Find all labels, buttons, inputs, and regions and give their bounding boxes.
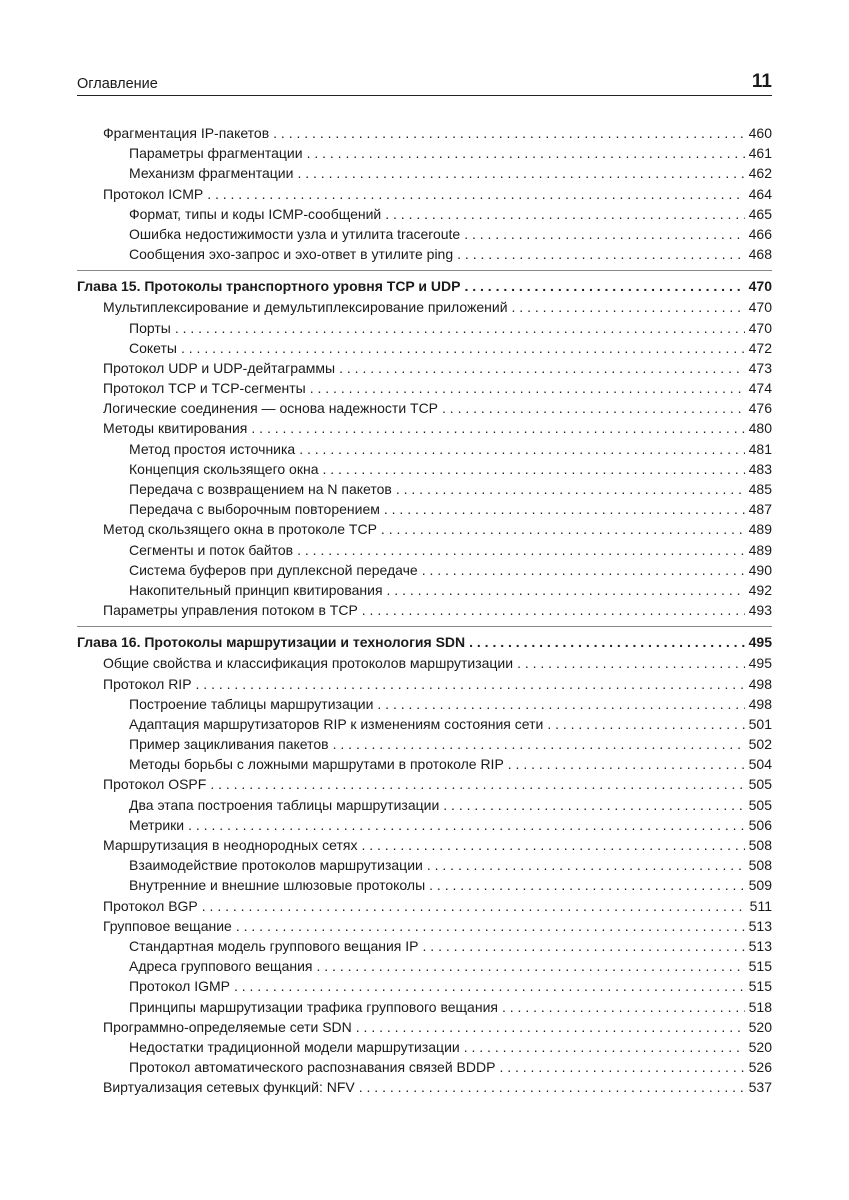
- toc-entry-page: 466: [748, 225, 772, 242]
- toc-section-entry[interactable]: [77, 774, 772, 794]
- toc-entry-page: 473: [748, 359, 772, 376]
- toc-subsection-entry[interactable]: [77, 1057, 772, 1077]
- toc-entry-title: Система буферов при дуплексной передаче: [129, 561, 418, 578]
- toc-entry-title: Параметры фрагментации: [129, 145, 303, 162]
- toc-entry-page: 476: [748, 400, 772, 417]
- toc-entry-page: 511: [749, 897, 772, 914]
- toc-entry-title: Фрагментация IP-пакетов: [103, 125, 270, 141]
- dot-leader: [443, 795, 744, 815]
- header-rule: [77, 95, 772, 96]
- dot-leader: [273, 123, 744, 143]
- toc-entry-title: Пример зацикливания пакетов: [129, 736, 329, 753]
- dot-leader: [234, 976, 745, 996]
- toc-section-entry[interactable]: [77, 123, 772, 143]
- page-header: [77, 66, 772, 94]
- dot-leader: [196, 674, 745, 694]
- toc-entry-title: Сообщения эхо-запрос и эхо-ответ в утилите ping: [129, 246, 454, 263]
- toc-chapter-entry[interactable]: [77, 631, 772, 653]
- toc-entry-page: 489: [748, 541, 772, 558]
- dot-leader: [297, 163, 744, 183]
- toc-entry-page: 502: [748, 736, 772, 753]
- toc-section-entry[interactable]: [77, 519, 772, 539]
- toc-section-entry[interactable]: [77, 184, 772, 204]
- dot-leader: [508, 754, 745, 774]
- toc-entry-title: Протокол IGMP: [129, 978, 230, 995]
- toc-subsection-entry[interactable]: [77, 540, 772, 560]
- toc-entry-title: Построение таблицы маршрутизации: [129, 695, 374, 712]
- toc-entry-title: Протокол автоматического распознавания связей BDDP: [129, 1059, 496, 1076]
- toc-entry-page: 509: [748, 877, 772, 894]
- toc-entry-title: Внутренние и внешние шлюзовые протоколы: [129, 877, 426, 894]
- toc-subsection-entry[interactable]: [77, 855, 772, 875]
- toc-entry-title: Передача с возвращением на N пакетов: [129, 481, 392, 497]
- toc-subsection-entry[interactable]: [77, 499, 772, 519]
- toc-entry-page: 498: [748, 675, 772, 692]
- toc-subsection-entry[interactable]: [77, 163, 772, 183]
- toc-subsection-entry[interactable]: [77, 1037, 772, 1057]
- dot-leader: [339, 358, 745, 378]
- toc-entry-title: Общие свойства и классификация протоколов маршрутизации: [103, 655, 514, 672]
- toc-entry-page: 461: [748, 145, 772, 162]
- toc-subsection-entry[interactable]: [77, 439, 772, 459]
- toc-entry-page: 472: [748, 339, 772, 356]
- toc-entry-page: 470: [748, 299, 772, 316]
- chapter-divider: [77, 626, 772, 627]
- toc-entry-page: 504: [748, 756, 772, 773]
- dot-leader: [210, 774, 744, 794]
- dot-leader: [387, 580, 745, 600]
- dot-leader: [362, 600, 745, 620]
- dot-leader: [512, 297, 745, 317]
- dot-leader: [356, 1017, 745, 1037]
- toc-entry-title: Параметры управления потоком в TCP: [103, 602, 358, 619]
- toc-entry-page: 513: [748, 917, 772, 934]
- toc-section-entry[interactable]: [77, 835, 772, 855]
- toc-subsection-entry[interactable]: [77, 875, 772, 895]
- dot-leader: [422, 560, 745, 580]
- toc-section-entry[interactable]: [77, 297, 772, 317]
- dot-leader: [377, 694, 744, 714]
- toc-subsection-entry[interactable]: [77, 318, 772, 338]
- dot-leader: [307, 143, 745, 163]
- dot-leader: [442, 398, 745, 418]
- toc-entry-title: Сокеты: [129, 339, 177, 356]
- dot-leader: [464, 1037, 745, 1057]
- dot-leader: [517, 653, 745, 673]
- dot-leader: [457, 244, 745, 264]
- toc-entry-title: Механизм фрагментации: [129, 165, 294, 182]
- toc-section-entry[interactable]: [77, 418, 772, 438]
- toc-entry-title: Методы квитирования: [103, 420, 248, 437]
- toc-entry-page: 495: [748, 634, 772, 651]
- dot-leader: [469, 631, 745, 653]
- toc-entry-page: 508: [748, 857, 772, 874]
- dot-leader: [207, 184, 744, 204]
- toc-section-entry[interactable]: [77, 398, 772, 418]
- toc-entry-page: 513: [748, 937, 772, 954]
- dot-leader: [333, 734, 745, 754]
- dot-leader: [429, 875, 745, 895]
- toc-section-entry[interactable]: [77, 1017, 772, 1037]
- toc-entry-title: Формат, типы и коды ICMP-сообщений: [129, 205, 382, 222]
- dot-leader: [236, 916, 745, 936]
- toc-subsection-entry[interactable]: [77, 204, 772, 224]
- toc-entry-page: 481: [748, 440, 772, 457]
- dot-leader: [464, 224, 744, 244]
- toc-entry-page: 465: [748, 205, 772, 222]
- toc-entry-title: Протокол TCP и TCP-сегменты: [103, 380, 306, 397]
- toc-entry-page: 468: [748, 246, 772, 263]
- toc-entry-title: Методы борьбы с ложными маршрутами в протоколе RIP: [129, 756, 504, 773]
- toc-entry-title: Программно-определяемые сети SDN: [103, 1018, 352, 1035]
- toc-section-entry[interactable]: [77, 358, 772, 378]
- toc-subsection-entry[interactable]: [77, 815, 772, 835]
- toc-entry-page: 490: [748, 561, 772, 578]
- toc-entry-page: 470: [748, 278, 772, 295]
- toc-entry-title: Глава 16. Протоколы маршрутизации и технология SDN: [77, 634, 466, 651]
- toc-entry-title: Протокол ICMP: [103, 185, 204, 202]
- toc-entry-title: Принципы маршрутизации трафика группового вещания: [129, 998, 498, 1015]
- toc-entry-page: 506: [748, 816, 772, 833]
- dot-leader: [297, 540, 745, 560]
- toc-entry-title: Логические соединения — основа надежности TCP: [103, 400, 439, 417]
- toc-subsection-entry[interactable]: [77, 976, 772, 996]
- toc-subsection-entry[interactable]: [77, 795, 772, 815]
- dot-leader: [188, 815, 745, 835]
- toc-subsection-entry[interactable]: [77, 459, 772, 479]
- dot-leader: [251, 418, 744, 438]
- toc-entry-title: Недостатки традиционной модели маршрутизации: [129, 1038, 460, 1055]
- dot-leader: [396, 479, 745, 499]
- toc-entry-title: Метод скользящего окна в протоколе TCP: [103, 521, 377, 538]
- toc-entry-title: Глава 15. Протоколы транспортного уровня TCP и UDP: [77, 278, 461, 295]
- toc-entry-page: 508: [748, 837, 772, 853]
- toc-entry-title: Накопительный принцип квитирования: [129, 581, 383, 598]
- toc-entry-title: Мультиплексирование и демультиплексирование приложений: [103, 299, 508, 316]
- toc-subsection-entry[interactable]: [77, 580, 772, 600]
- toc-subsection-entry[interactable]: [77, 560, 772, 580]
- toc-entry-page: 498: [748, 695, 772, 712]
- toc-entry-page: 515: [748, 978, 772, 995]
- toc-section-entry[interactable]: [77, 1077, 772, 1097]
- toc-entry-page: 483: [748, 460, 772, 477]
- dot-leader: [464, 275, 744, 297]
- toc-chapter-entry[interactable]: [77, 275, 772, 297]
- dot-leader: [361, 835, 744, 855]
- toc-entry-page: 460: [748, 125, 772, 141]
- toc-section-entry[interactable]: [77, 378, 772, 398]
- toc-entry-page: 470: [748, 319, 772, 336]
- toc-subsection-entry[interactable]: [77, 936, 772, 956]
- dot-leader: [359, 1077, 745, 1097]
- toc-entry-title: Протокол OSPF: [103, 776, 207, 793]
- toc-entry-page: 505: [748, 776, 772, 793]
- toc-entry-title: Протокол BGP: [103, 897, 198, 914]
- toc-subsection-entry[interactable]: [77, 338, 772, 358]
- dot-leader: [310, 378, 745, 398]
- dot-leader: [175, 318, 745, 338]
- toc-subsection-entry[interactable]: [77, 694, 772, 714]
- toc-entry-title: Виртуализация сетевых функций: NFV: [103, 1079, 355, 1096]
- dot-leader: [499, 1057, 744, 1077]
- dot-leader: [427, 855, 745, 875]
- toc-subsection-entry[interactable]: [77, 714, 772, 734]
- dot-leader: [423, 936, 745, 956]
- toc-entry-title: Протокол RIP: [103, 675, 192, 692]
- toc-section-entry[interactable]: [77, 916, 772, 936]
- toc-subsection-entry[interactable]: [77, 956, 772, 976]
- toc-section-entry[interactable]: [77, 600, 772, 620]
- toc-entry-title: Метод простоя источника: [129, 440, 296, 457]
- toc-entry-title: Протокол UDP и UDP-дейтаграммы: [103, 359, 336, 376]
- toc-subsection-entry[interactable]: [77, 143, 772, 163]
- dot-leader: [385, 204, 744, 224]
- toc-subsection-entry[interactable]: [77, 734, 772, 754]
- toc-entry-title: Взаимодействие протоколов маршрутизации: [129, 857, 423, 874]
- toc-entry-page: 520: [748, 1018, 772, 1035]
- toc-entry-title: Передача с выборочным повторением: [129, 501, 380, 518]
- dot-leader: [502, 997, 745, 1017]
- toc-subsection-entry[interactable]: [77, 479, 772, 499]
- toc-entry-page: 474: [748, 380, 772, 397]
- dot-leader: [299, 439, 744, 459]
- dot-leader: [202, 896, 746, 916]
- toc-section-entry[interactable]: [77, 674, 772, 694]
- dot-leader: [384, 499, 745, 519]
- chapter-divider: [77, 270, 772, 271]
- toc-entry-page: 464: [748, 185, 772, 202]
- toc-entry-title: Метрики: [129, 816, 185, 833]
- table-of-contents: [77, 123, 772, 1097]
- toc-entry-title: Групповое вещание: [103, 917, 232, 934]
- toc-subsection-entry[interactable]: [77, 244, 772, 264]
- toc-entry-title: Адаптация маршрутизаторов RIP к изменениям состояния сети: [129, 715, 544, 732]
- running-header-title: Оглавление: [77, 76, 158, 92]
- toc-subsection-entry[interactable]: [77, 224, 772, 244]
- toc-entry-page: 526: [748, 1059, 772, 1076]
- toc-entry-page: 489: [748, 521, 772, 538]
- toc-subsection-entry[interactable]: [77, 997, 772, 1017]
- dot-leader: [381, 519, 745, 539]
- toc-entry-page: 518: [748, 998, 772, 1015]
- toc-entry-title: Ошибка недостижимости узла и утилита traceroute: [129, 225, 461, 242]
- toc-entry-page: 505: [748, 796, 772, 813]
- toc-entry-title: Два этапа построения таблицы маршрутизации: [129, 796, 440, 813]
- toc-entry-page: 515: [748, 958, 772, 975]
- toc-entry-page: 487: [748, 501, 772, 518]
- toc-entry-title: Сегменты и поток байтов: [129, 541, 294, 558]
- toc-subsection-entry[interactable]: [77, 754, 772, 774]
- toc-entry-page: 480: [748, 420, 772, 437]
- toc-entry-title: Концепция скользящего окна: [129, 460, 319, 477]
- dot-leader: [323, 459, 745, 479]
- toc-entry-title: Порты: [129, 319, 171, 336]
- toc-entry-page: 485: [748, 481, 772, 497]
- toc-entry-page: 537: [748, 1079, 772, 1096]
- dot-leader: [316, 956, 744, 976]
- toc-section-entry[interactable]: [77, 896, 772, 916]
- dot-leader: [547, 714, 744, 734]
- toc-entry-page: 493: [748, 602, 772, 619]
- toc-entry-title: Адреса группового вещания: [129, 958, 313, 975]
- toc-entry-title: Стандартная модель группового вещания IP: [129, 937, 419, 954]
- toc-entry-page: 495: [748, 655, 772, 672]
- toc-entry-page: 462: [748, 165, 772, 182]
- toc-section-entry[interactable]: [77, 653, 772, 673]
- dot-leader: [181, 338, 745, 358]
- page-number: 11: [751, 71, 772, 92]
- toc-entry-page: 501: [748, 715, 772, 732]
- toc-entry-title: Маршрутизация в неоднородных сетях: [103, 837, 358, 853]
- toc-entry-page: 492: [748, 581, 772, 598]
- toc-entry-page: 520: [748, 1038, 772, 1055]
